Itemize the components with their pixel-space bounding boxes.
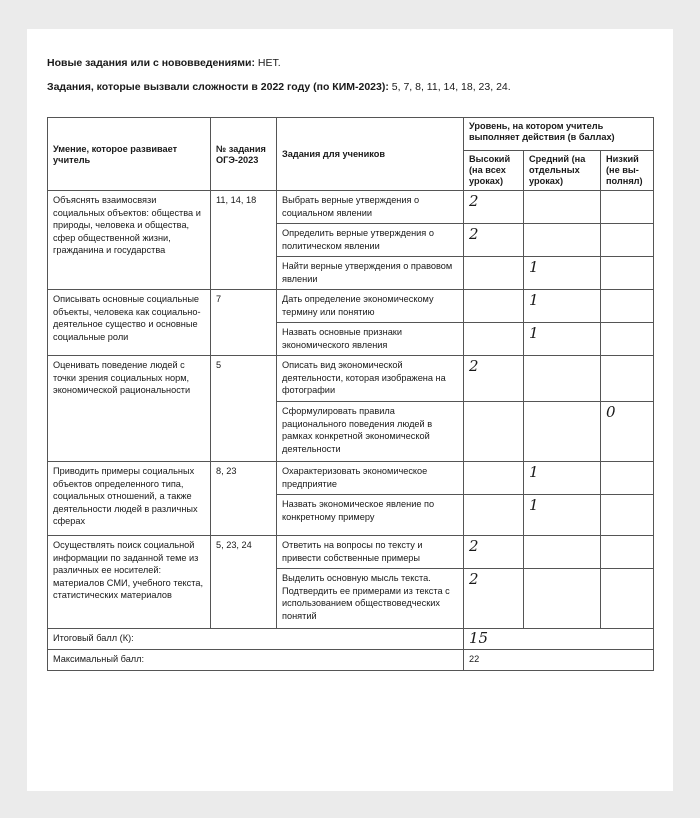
score-high	[464, 257, 524, 290]
score-low	[601, 224, 654, 257]
task-cell: Дать определение экономическому термину или понятию	[277, 290, 464, 323]
score-low	[601, 462, 654, 495]
task-cell: Назвать основные признаки экономического явления	[277, 323, 464, 356]
total-label: Итоговый балл (К):	[48, 629, 464, 650]
new-tasks-label: Новые задания или с нововведениями:	[47, 57, 255, 69]
skill-cell: Осуществлять поиск социальной информации по заданной теме из различных ее носителей: материалов СМИ, учебного текста, статистических материалов	[48, 536, 211, 629]
score-low	[601, 323, 654, 356]
score-medium: 1	[524, 257, 601, 290]
score-low	[601, 495, 654, 536]
max-value: 22	[464, 650, 654, 671]
task-cell: Сформулировать правила рационального поведения людей в рамках конкретной экономической деятельности	[277, 402, 464, 462]
header-skill: Умение, которое развивает учитель	[48, 118, 211, 191]
task-number-cell: 11, 14, 18	[211, 191, 277, 290]
table-row	[48, 191, 654, 224]
score-medium	[524, 356, 601, 402]
task-cell: Выбрать верные утверждения о социальном явлении	[277, 191, 464, 224]
task-cell: Описать вид экономической деятельности, которая изображена на фотографии	[277, 356, 464, 402]
score-low	[601, 257, 654, 290]
score-medium: 1	[524, 462, 601, 495]
skill-cell: Оценивать поведение людей с точки зрения социальных норм, экономической рациональности	[48, 356, 211, 462]
table-row	[48, 536, 654, 569]
header-high: Высокий (на всех уроках)	[464, 151, 524, 191]
table-row	[48, 462, 654, 495]
score-low	[601, 356, 654, 402]
score-medium	[524, 536, 601, 569]
task-cell: Найти верные утверждения о правовом явлении	[277, 257, 464, 290]
score-high: 2	[464, 356, 524, 402]
score-medium	[524, 569, 601, 629]
skill-cell: Приводить примеры социальных объектов определенного типа, социальных отношений, а также деятельности людей в различных сферах	[48, 462, 211, 536]
header-task-number: № задания ОГЭ-2023	[211, 118, 277, 191]
score-high	[464, 462, 524, 495]
max-row	[48, 650, 654, 671]
score-high	[464, 323, 524, 356]
header-tasks: Задания для учеников	[277, 118, 464, 191]
header-level: Уровень, на котором учитель выполняет действия (в баллах)	[464, 118, 654, 151]
skill-cell: Объяснять взаимосвязи социальных объектов: общества и природы, человека и общества, сфер общественной жизни, гражданина и государства	[48, 191, 211, 290]
task-cell: Определить верные утверждения о политическом явлении	[277, 224, 464, 257]
task-number-cell: 5, 23, 24	[211, 536, 277, 629]
score-high: 2	[464, 569, 524, 629]
score-low	[601, 536, 654, 569]
score-medium	[524, 224, 601, 257]
score-high	[464, 290, 524, 323]
header-low: Низкий (не вы- полнял)	[601, 151, 654, 191]
task-cell: Выделить основную мысль текста. Подтвердить ее примерами из текста с использованием обществоведческих понятий	[277, 569, 464, 629]
score-low	[601, 191, 654, 224]
total-value: 15	[464, 629, 654, 650]
score-medium: 1	[524, 323, 601, 356]
skills-table	[47, 117, 654, 671]
score-high: 2	[464, 536, 524, 569]
score-high: 2	[464, 191, 524, 224]
score-medium: 1	[524, 290, 601, 323]
score-medium	[524, 191, 601, 224]
task-number-cell: 8, 23	[211, 462, 277, 536]
score-medium: 1	[524, 495, 601, 536]
hard-tasks-label: Задания, которые вызвали сложности в 2022 году (по КИМ-2023):	[47, 81, 389, 93]
total-row	[48, 629, 654, 650]
score-low	[601, 290, 654, 323]
header-medium: Средний (на отдельных уроках)	[524, 151, 601, 191]
hard-tasks-value: 5, 7, 8, 11, 14, 18, 23, 24.	[391, 81, 511, 93]
score-high: 2	[464, 224, 524, 257]
score-low	[601, 569, 654, 629]
skill-cell: Описывать основные социальные объекты, человека как социально-деятельное существо и основные социальные роли	[48, 290, 211, 356]
new-tasks-value: НЕТ.	[257, 57, 281, 69]
score-high	[464, 402, 524, 462]
table-row	[48, 290, 654, 323]
score-high	[464, 495, 524, 536]
table-row	[48, 356, 654, 402]
new-tasks-line	[47, 57, 281, 69]
task-cell: Ответить на вопросы по тексту и привести собственные примеры	[277, 536, 464, 569]
task-cell: Охарактеризовать экономическое предприятие	[277, 462, 464, 495]
task-number-cell: 5	[211, 356, 277, 462]
hard-tasks-line	[47, 81, 511, 93]
score-low: 0	[601, 402, 654, 462]
task-cell: Назвать экономическое явление по конкретному примеру	[277, 495, 464, 536]
score-medium	[524, 402, 601, 462]
max-label: Максимальный балл:	[48, 650, 464, 671]
task-number-cell: 7	[211, 290, 277, 356]
